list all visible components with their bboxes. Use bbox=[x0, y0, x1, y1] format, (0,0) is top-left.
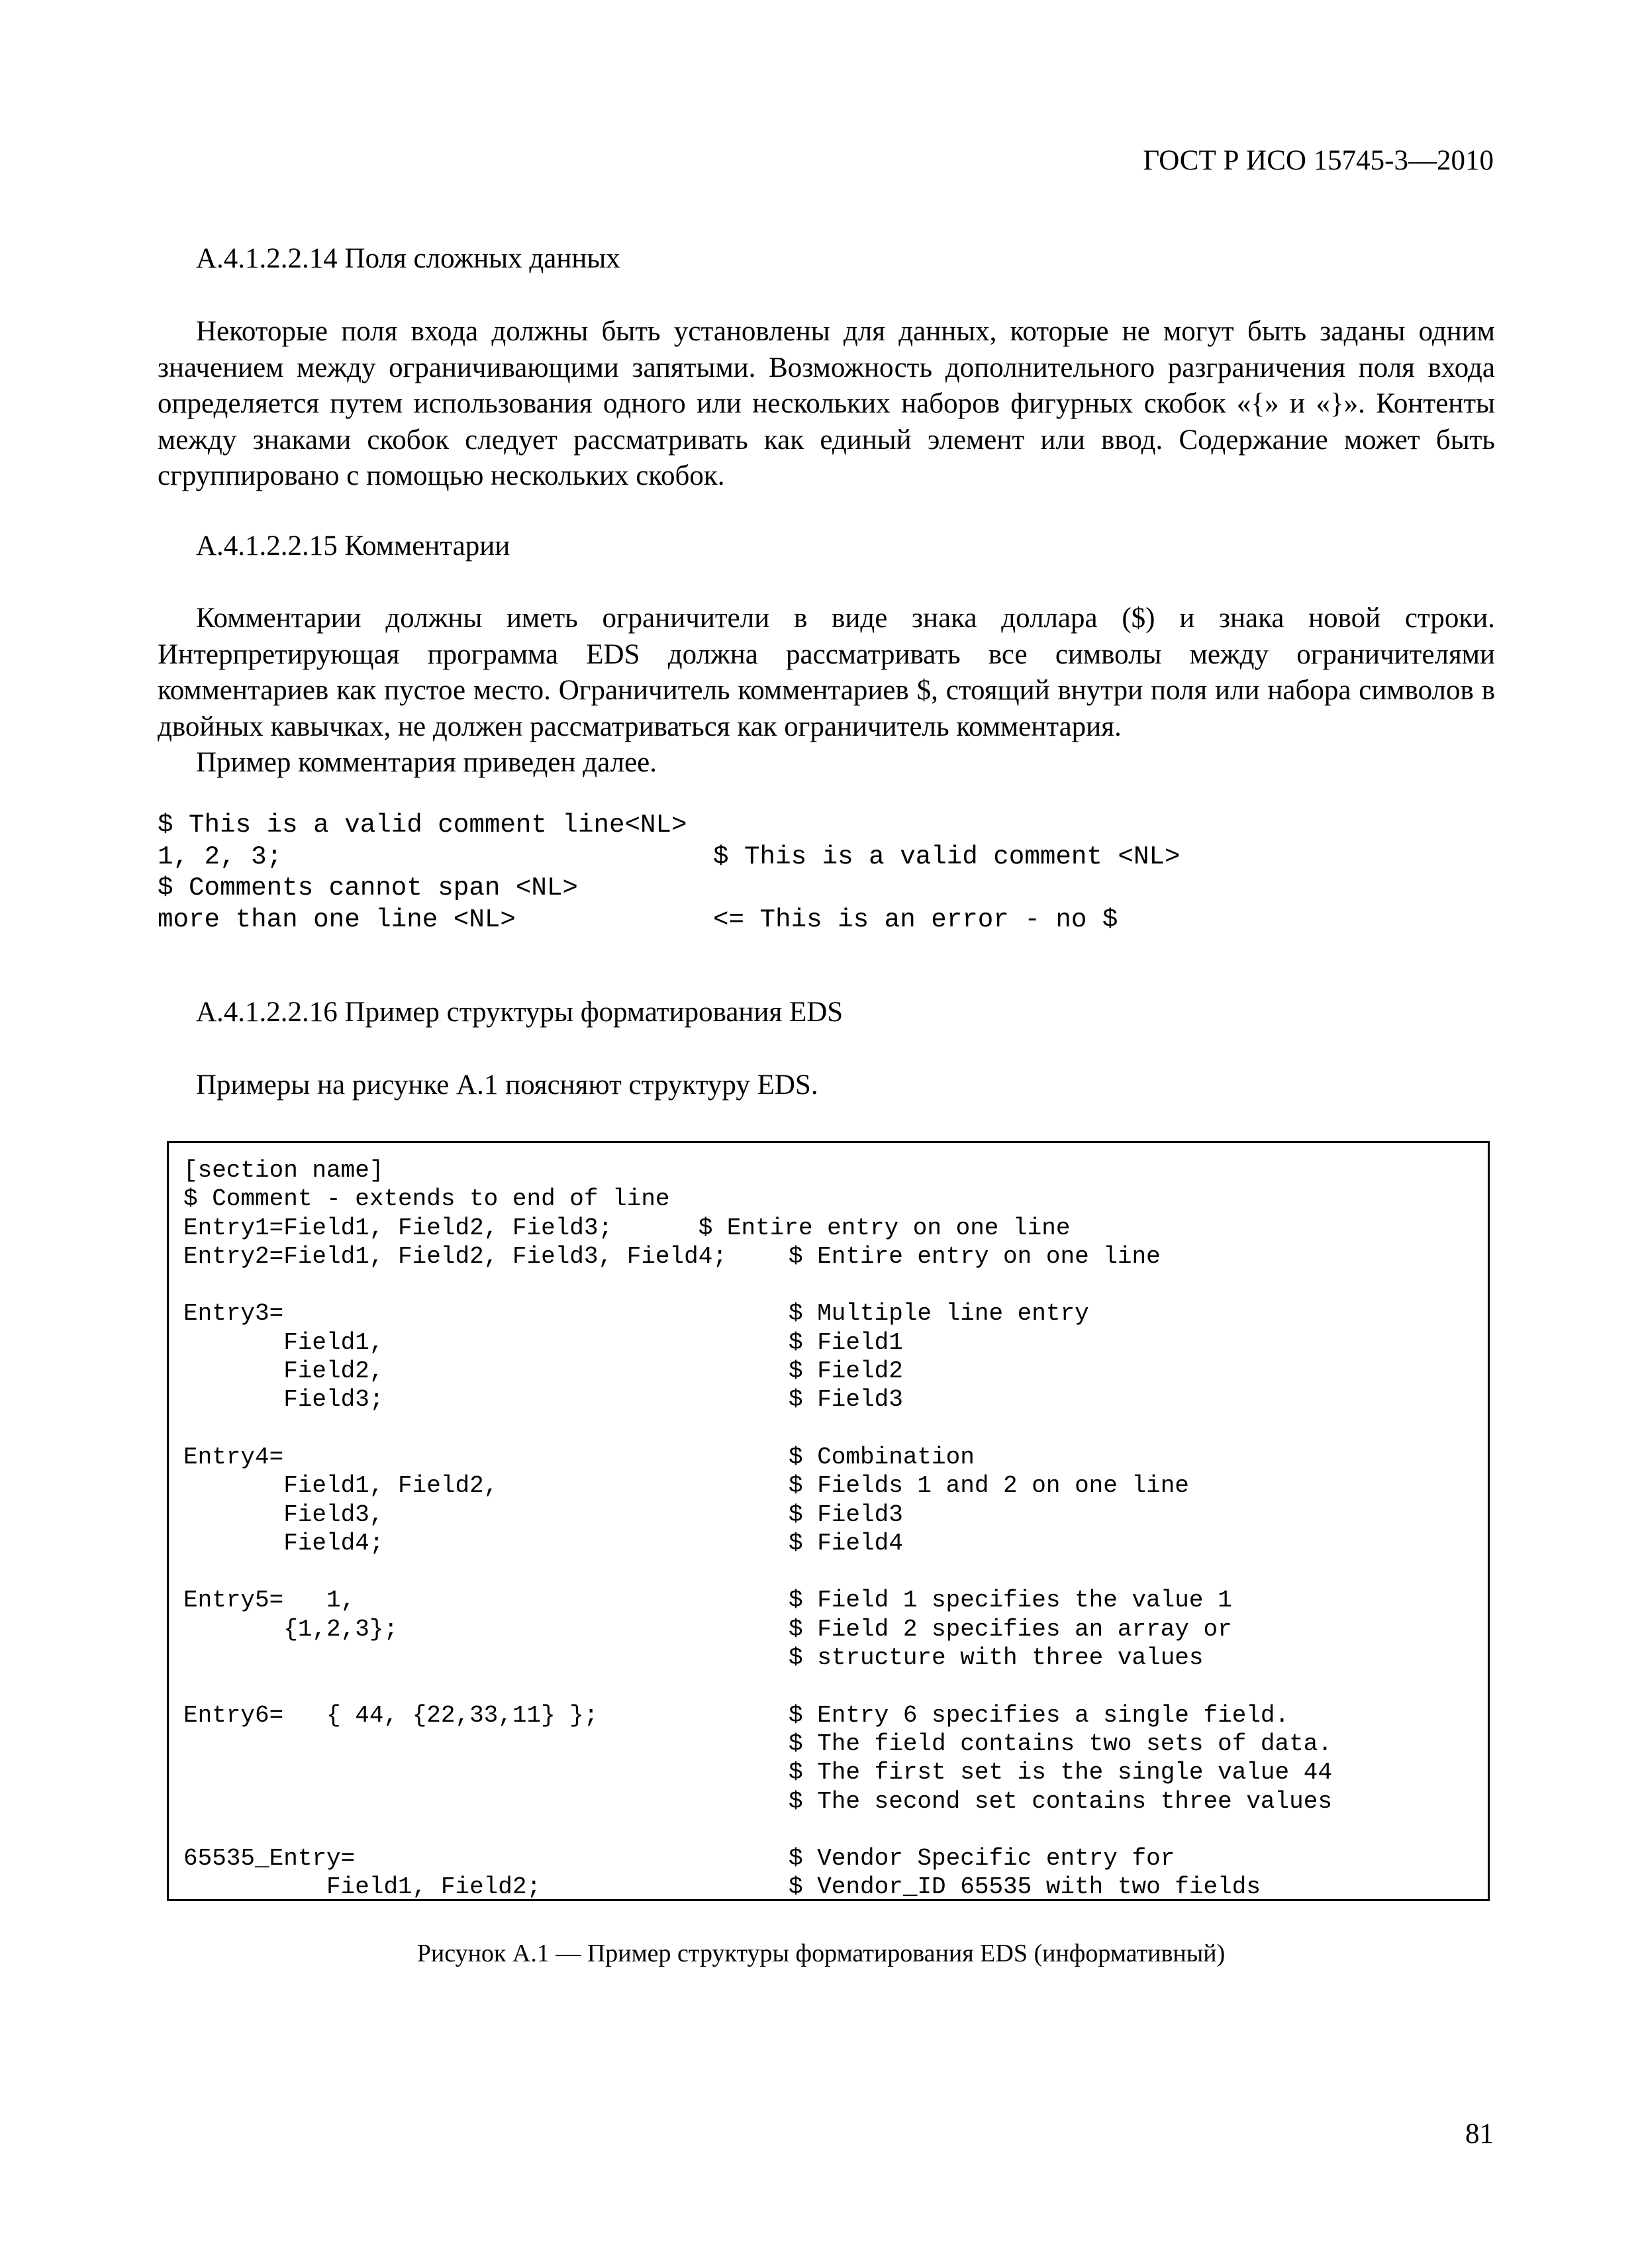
section-heading: А.4.1.2.2.16 Пример структуры форматирования EDS bbox=[196, 997, 844, 1028]
figure-caption: Рисунок А.1 — Пример структуры форматирования EDS (информативный) bbox=[416, 1940, 1226, 1967]
figure-box bbox=[167, 1141, 1490, 1901]
page-number: 81 bbox=[1465, 2118, 1494, 2149]
comment-example-code: $ This is a valid comment line<NL> 1, 2, 3; $ Comments cannot span <NL> more than one line <NL> bbox=[158, 810, 687, 934]
section-heading: А.4.1.2.2.14 Поля сложных данных bbox=[196, 243, 620, 274]
figure-code: [section name] $ Comment - extends to end of line Entry1=Field1, Field2, Field3; $ Entire entry on one line Entry2=Field1, Field2, Field3, Field4; Entry3= Field1, Field2, Field3; Entry4= Field1, Field2, Field3, Field4; Entry5= 1, {1,2,3}; Entry6= { 44, {22,33,11} }; 65535_Entry= Field1, Field2; bbox=[183, 1157, 1071, 1901]
paragraph: Примеры на рисунке А.1 поясняют структуру EDS. bbox=[196, 1069, 818, 1101]
paragraph: Комментарии должны иметь ограничители в виде знака доллара ($) и знака новой строки. Интерпретирующая программа EDS должна рассматривать все символы между ограничителями комментариев как пустое место. Ограничитель комментариев $, стоящий внутри поля или набора символов в двойных кавычках, не должен рассматриваться как ограничитель комментария. bbox=[158, 603, 1495, 742]
figure-comments: $ Entire entry on one line $ Multiple line entry $ Field1 $ Field2 $ Field3 $ Combination $ Fields 1 and 2 on one line $ Field3 $ Field4 $ Field 1 specifies the value 1 $ Field 2 specifies an array or $ structure with three values $ Entry 6 specifies a single field. $ The field contains two sets of data. $ The first set is the single value 44 $ The second set contains three values $ Vendor Specific entry for $ Vendor_ID 65535 with two fields bbox=[789, 1242, 1332, 1901]
paragraph: Некоторые поля входа должны быть установлены для данных, которые не могут быть заданы одним значением между ограничивающими запятыми. Возможность дополнительного разграничения поля входа определяется путем использования одного или нескольких наборов фигурных скобок «{» и «}». Контенты между знаками скобок следует рассматривать как единый элемент или ввод. Содержание может быть сгруппировано с помощью нескольких скобок. bbox=[158, 316, 1495, 491]
document-header: ГОСТ Р ИСО 15745-3—2010 bbox=[1143, 145, 1494, 176]
comment-example-annotations: $ This is a valid comment <NL> <= This is an error - no $ bbox=[713, 841, 1181, 934]
paragraph: Пример комментария приведен далее. bbox=[196, 747, 657, 778]
section-heading: А.4.1.2.2.15 Комментарии bbox=[196, 530, 510, 562]
